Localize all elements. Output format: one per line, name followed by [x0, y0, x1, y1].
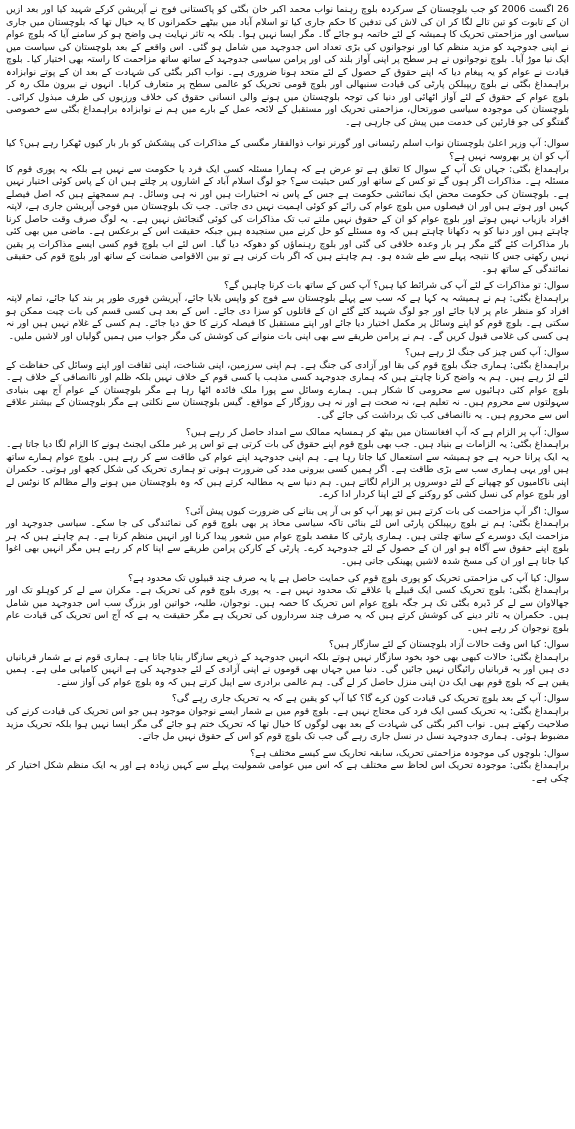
answer: براہمداغ بگٹی: ہماری جنگ بلوچ قوم کی بقا اور آزادی کی جنگ ہے۔ ہم اپنی سرزمین، اپنی شناخت، اپنی ثقافت اور اپنے وسائل کی حفاظت کے لئے لڑ رہے ہیں۔ ہم یہ واضح کرنا چاہتے ہیں کہ ہماری جدوجہد کسی مذہب یا کسی قوم کے خلاف نہیں بلکہ ظلم اور ناانصافی کے خلاف ہے۔ بلوچ عوام کئی دہائیوں سے محرومی کا شکار ہیں۔ ہمارے وسائل سے پورا ملک فائدہ اٹھا رہا ہے مگر بلوچستان کے عوام آج بھی بنیادی سہولتوں سے محروم ہیں۔ نہ تعلیم ہے، نہ صحت ہے اور نہ ہی روزگار کے مواقع۔ گیس بلوچستان سے نکلتی ہے مگر بلوچستان کے بیشتر علاقے اس سے محروم ہیں۔ یہ ناانصافی کب تک برداشت کی جائے گی۔ — [6, 359, 569, 421]
answer: براہمداغ بگٹی: موجودہ تحریک اس لحاظ سے مختلف ہے کہ اس میں عوامی شمولیت پہلے سے کہیں زیادہ ہے اور یہ ایک منظم شکل اختیار کر چکی ہے۔ — [6, 760, 569, 784]
answer: براہمداغ بگٹی: ہم نے ہمیشہ یہ کہا ہے کہ سب سے پہلے بلوچستان سے فوج کو واپس بلایا جائے، آپریشن فوری طور پر بند کیا جائے، تمام لاپتہ افراد کو منظر عام پر لایا جائے اور جو لوگ شہید کئے گئے ان کے قاتلوں کو سزا دی جائے۔ اس کے بعد ہی کسی قسم کی بات چیت ممکن ہو سکتی ہے۔ بلوچ قوم کو اپنے وسائل پر مکمل اختیار دیا جائے اور اپنے مستقبل کا فیصلہ کرنے کا حق دیا جائے۔ ہم کسی کے غلام نہیں ہیں اور نہ ہی کسی کی غلامی قبول کریں گے۔ ہم نے پرامن طریقے سے بھی اپنی بات منوانے کی کوشش کی مگر جواب میں ہمیں گولیاں اور لاشیں ملیں۔ — [6, 293, 569, 342]
intro-paragraph: 26 اگست 2006 کو جب بلوچستان کے سرکردہ بلوچ رہنما نواب محمد اکبر خان بگٹی کو پاکستانی فوج نے آپریشن کرکے شہید کیا اور بعد ازیں ان کے تابوت کو تین تالے لگا کر ان کی لاش کی تدفین کا حکم جاری کیا تو اسلام آباد میں بیٹھے حکمرانوں کا یہ خیال تھا کہ بلوچستان میں جاری سیاسی اور مزاحمتی تحریک کا ہمیشہ کے لئے خاتمہ ہو جائے گا۔ مگر ایسا نہیں ہوا۔ بلکہ یہ تاثر نہایت ہی واضح ہو کر سامنے آیا کہ بلوچ عوام نے اپنی جدوجہد کو مزید منظم کیا اور نوجوانوں کی بڑی تعداد اس جدوجہد میں شامل ہو گئی۔ اس واقعے کے بعد بلوچستان کی سیاست میں ایک نیا موڑ آیا۔ بلوچ نوجوانوں نے ہر سطح پر اپنی آواز بلند کی اور پرامن سیاسی جدوجہد کے ساتھ ساتھ مزاحمت کا راستہ بھی اختیار کیا۔ بلوچ قیادت نے عوام کو یہ پیغام دیا کہ اپنے حقوق کے حصول کے لئے متحد ہونا ضروری ہے۔ نواب اکبر بگٹی کی شہادت کے بعد ان کے پوتے نوابزادہ براہمداغ بگٹی نے بلوچ ریپبلکن پارٹی کی قیادت سنبھالی اور بلوچ قومی تحریک کو عالمی سطح پر متعارف کرایا۔ انہوں نے بیرون ملک رہ کر بلوچ عوام کے حقوق کے لئے آواز اٹھائی اور دنیا کی توجہ بلوچستان میں ہونے والی انسانی حقوق کی خلاف ورزیوں کی طرف مبذول کرائی۔ بلوچستان کی موجودہ سیاسی صورتحال، مزاحمتی تحریک اور مستقبل کے لائحہ عمل کے بارے میں ہم نے نوابزادہ براہمداغ بگٹی سے خصوصی گفتگو کی جو قارئین کی خدمت میں پیش کی جارہی ہے۔ — [6, 4, 569, 128]
question: سوال: بلوچوں کی موجودہ مزاحمتی تحریک، سابقہ تحاریک سے کیسے مختلف ہے؟ — [250, 747, 569, 759]
answer: براہمداغ بگٹی: ہم نے بلوچ ریپبلکن پارٹی اس لئے بنائی تاکہ سیاسی محاذ پر بھی بلوچ قوم کی نمائندگی کی جا سکے۔ سیاسی جدوجہد اور مزاحمت ایک دوسرے کے ساتھ چلتی ہیں۔ ہماری پارٹی کا مقصد بلوچ عوام میں شعور پیدا کرنا اور انہیں منظم کرنا ہے۔ ہم چاہتے ہیں کہ ہر بلوچ اپنے حقوق سے آگاہ ہو اور ان کے حصول کے لئے جدوجہد کرے۔ پارٹی کے کارکن پرامن طریقے سے اپنا کام کر رہے ہیں مگر انہیں بھی اغوا کیا جاتا ہے اور ان کی مسخ شدہ لاشیں پھینکی جاتی ہیں۔ — [6, 518, 569, 567]
question: سوال: آپ کے بعد بلوچ تحریک کی قیادت کون کرے گا؟ کیا آپ کو یقین ہے کہ یہ تحریک جاری رہے گی؟ — [171, 693, 569, 705]
question: سوال: آپ کس چیز کی جنگ لڑ رہے ہیں؟ — [404, 347, 569, 359]
question: سوال: آپ پر الزام ہے کہ آپ افغانستان میں بیٹھ کر ہمسایہ ممالک سے امداد حاصل کر رہے ہیں؟ — [185, 426, 569, 438]
answer: براہمداغ بگٹی: جہاں تک آپ کے سوال کا تعلق ہے تو عرض ہے کہ ہمارا مسئلہ کسی ایک فرد یا حکومت سے نہیں ہے بلکہ یہ پوری قوم کا مسئلہ ہے۔ مذاکرات اگر ہوں گے تو کس کے ساتھ اور کس حیثیت سے؟ جو لوگ اسلام آباد کے اشاروں پر چلتے ہیں ان کے پاس کوئی اختیار نہیں ہے۔ بلوچستان کی حکومت محض ایک نمائشی حکومت ہے جس کے پاس نہ اختیارات ہیں اور نہ ہی وسائل۔ ہم سمجھتے ہیں کہ اصل فیصلے کہیں اور ہوتے ہیں اور ان فیصلوں میں بلوچ عوام کی رائے کو کوئی اہمیت نہیں دی جاتی۔ جب تک بلوچستان میں فوجی آپریشن جاری ہے، لاپتہ افراد بازیاب نہیں ہوتے اور بلوچ عوام کو ان کے حقوق نہیں ملتے تب تک مذاکرات کی کوئی گنجائش نہیں ہے۔ یہ لوگ صرف وقت حاصل کرنا چاہتے ہیں اور دنیا کو یہ دکھانا چاہتے ہیں کہ وہ مسئلے کو حل کرنے میں سنجیدہ ہیں جبکہ حقیقت اس کے برعکس ہے۔ ماضی میں بھی کئی بار مذاکرات کئے گئے مگر ہر بار وعدہ خلافی کی گئی اور بلوچ رہنماؤں کو دھوکہ دیا گیا۔ اس لئے اب بلوچ قوم کسی ایسے مذاکرات پر یقین نہیں رکھتی جس کا نتیجہ پہلے سے طے شدہ ہو۔ ہم چاہتے ہیں کہ اگر بات کرنی ہے تو بین الاقوامی ضمانت کے ساتھ اور بلوچ قوم کی حقیقی نمائندگی کے ساتھ ہو۔ — [6, 163, 569, 275]
question: سوال: کیا آپ کی مزاحمتی تحریک کو پوری بلوچ قوم کی حمایت حاصل ہے یا یہ صرف چند قبیلوں تک محدود ہے؟ — [127, 572, 569, 584]
answer: براہمداغ بگٹی: یہ تحریک کسی ایک فرد کی محتاج نہیں ہے۔ بلوچ قوم میں بے شمار ایسے نوجوان موجود ہیں جو اس تحریک کی قیادت کرنے کی صلاحیت رکھتے ہیں۔ نواب اکبر بگٹی کی شہادت کے بعد بھی لوگوں کا خیال تھا کہ تحریک ختم ہو جائے گی مگر ایسا نہیں ہوا بلکہ تحریک مزید مضبوط ہوئی۔ ہماری جدوجہد نسل در نسل جاری رہے گی جب تک بلوچ قوم کو اس کے حقوق نہیں مل جاتے۔ — [6, 705, 569, 743]
question: سوال: تو مذاکرات کے لئے آپ کی شرائط کیا ہیں؟ آپ کس کے ساتھ بات کرنا چاہیں گے؟ — [223, 280, 569, 292]
question: سوال: اگر آپ مزاحمت کی بات کرتے ہیں تو پھر آپ کو بی آر پی بنانے کی ضرورت کیوں پیش آئی؟ — [185, 505, 569, 517]
qa-block — [6, 138, 569, 785]
answer: براہمداغ بگٹی: یہ الزامات بے بنیاد ہیں۔ جب بھی بلوچ قوم اپنے حقوق کی بات کرتی ہے تو اس پر غیر ملکی ایجنٹ ہونے کا الزام لگا دیا جاتا ہے۔ یہ ایک پرانا حربہ ہے جو ہمیشہ سے استعمال کیا جاتا رہا ہے۔ ہم اپنی جدوجہد اپنے عوام کی طاقت سے کر رہے ہیں۔ بلوچ عوام ہمارے ساتھ ہیں اور یہی ہماری سب سے بڑی طاقت ہے۔ اگر ہمیں کسی بیرونی مدد کی ضرورت ہوتی تو ہماری تحریک کی شکل کچھ اور ہوتی۔ حکمران اپنی ناکامیوں کو چھپانے کے لئے دوسروں پر الزام لگاتے ہیں۔ ہم دنیا سے یہ مطالبہ کرتے ہیں کہ وہ بلوچستان میں ہونے والے مظالم کا نوٹس لے اور بلوچ عوام کی نسل کشی کو روکنے کے لئے اپنا کردار ادا کرے۔ — [6, 439, 569, 501]
answer: براہمداغ بگٹی: حالات کبھی بھی خود بخود سازگار نہیں ہوتے بلکہ انہیں جدوجہد کے ذریعے سازگار بنایا جاتا ہے۔ ہماری قوم نے بے شمار قربانیاں دی ہیں اور یہ قربانیاں رائیگاں نہیں جائیں گی۔ دنیا میں جہاں بھی قوموں نے اپنی آزادی کے لئے جدوجہد کی ہے انہیں کامیابی ملی ہے۔ ہمیں یقین ہے کہ بلوچ قوم بھی ایک دن اپنی منزل حاصل کر لے گی۔ ہم عالمی برادری سے اپیل کرتے ہیں کہ وہ بلوچ عوام کی آواز سنے۔ — [6, 651, 569, 688]
question: سوال: کیا اس وقت حالات آزاد بلوچستان کے لئے سازگار ہیں؟ — [328, 639, 569, 651]
question: سوال: آپ وزیر اعلیٰ بلوچستان نواب اسلم رئیسانی اور گورنر نواب ذوالفقار مگسی کے مذاکرات کی پیشکش کو بار بار کیوں ٹھکرا رہے ہیں؟ کیا آپ کو ان پر بھروسہ نہیں ہے؟ — [6, 138, 569, 163]
answer: براہمداغ بگٹی: بلوچ تحریک کسی ایک قبیلے یا علاقے تک محدود نہیں ہے۔ یہ پوری بلوچ قوم کی تحریک ہے۔ مکران سے لے کر کوہلو تک اور جھالاوان سے لے کر ڈیرہ بگٹی تک ہر جگہ بلوچ عوام اس تحریک کا حصہ ہیں۔ نوجوان، طلبہ، خواتین اور بزرگ سب اس جدوجہد میں شامل ہیں۔ حکمران یہ تاثر دینے کی کوشش کرتے ہیں کہ یہ صرف چند سرداروں کی تحریک ہے مگر حقیقت یہ ہے کہ آج اس تحریک کی قیادت عام بلوچ نوجوان کر رہے ہیں۔ — [6, 585, 569, 634]
